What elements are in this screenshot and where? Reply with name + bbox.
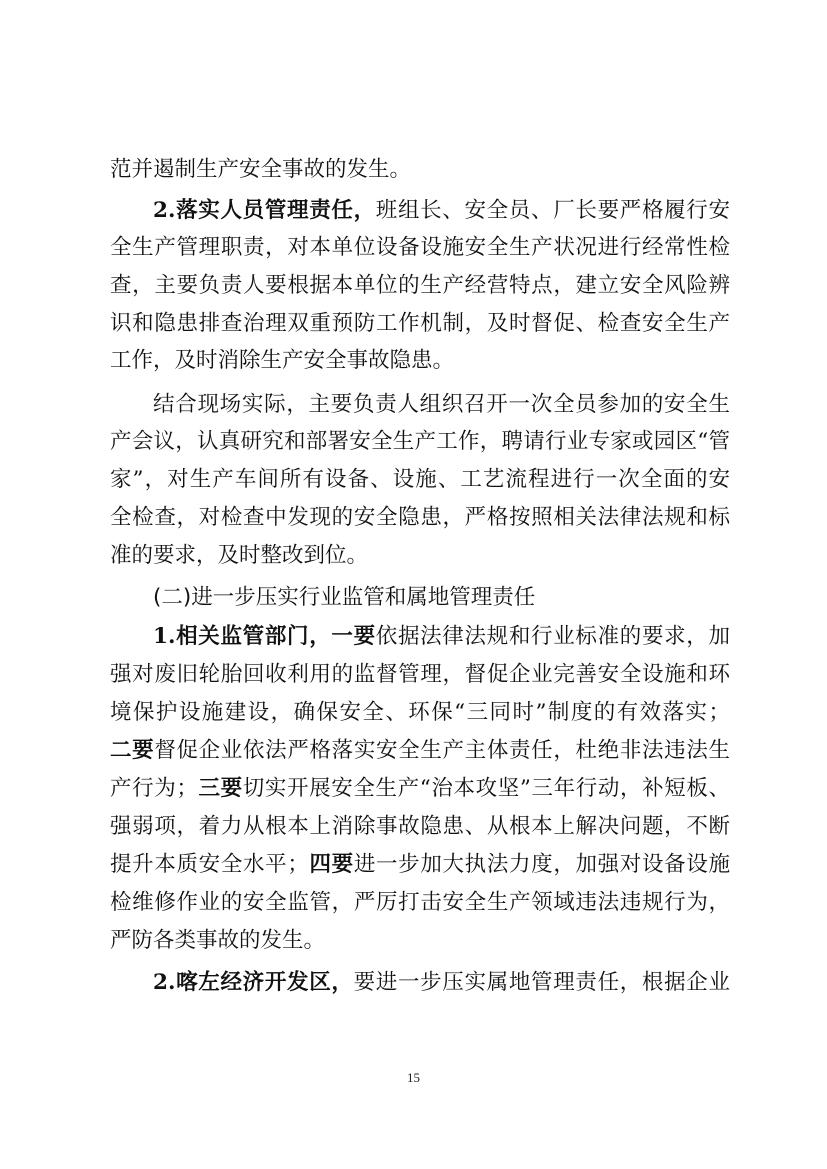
- text-line: 家”，对生产车间所有设备、设施、工艺流程进行一次全面的安: [110, 467, 730, 492]
- page-number: 15: [407, 1070, 420, 1085]
- section-heading: (二)进一步压实行业监管和属地管理责任: [153, 585, 536, 610]
- text-line: 境保护设施建设，确保安全、环保“三同时”制度的有效落实；: [110, 700, 730, 725]
- text-line: 查，主要负责人要根据本单位的生产经营特点，建立安全风险辨: [110, 273, 730, 298]
- text-line: 结合现场实际，主要负责人组织召开一次全员参加的安全生: [153, 392, 730, 417]
- text-line: 范并遏制生产安全事故的发生。: [110, 157, 412, 182]
- text-line: 1.相关监管部门，一要依据法律法规和行业标准的要求，加: [153, 624, 730, 649]
- text-line: 二要督促企业依法严格落实安全生产主体责任，杜绝非法违法生: [110, 738, 730, 763]
- text-line: 2.落实人员管理责任，班组长、安全员、厂长要严格履行安: [153, 198, 730, 223]
- text-line: 全生产管理职责，对本单位设备设施安全生产状况进行经常性检: [110, 235, 730, 260]
- text-line: 强对废旧轮胎回收利用的监督管理，督促企业完善安全设施和环: [110, 662, 730, 687]
- text-line: 产会议，认真研究和部署安全生产工作，聘请行业专家或园区“管: [110, 429, 730, 454]
- item-heading: 2.喀左经济开发区，: [153, 970, 354, 995]
- text-line: 工作，及时消除生产安全事故隐患。: [110, 348, 455, 373]
- text-line: 提升本质安全水平；四要进一步加大执法力度，加强对设备设施: [110, 852, 730, 877]
- text-line: 严防各类事故的发生。: [110, 928, 326, 953]
- emphasis: 三要: [197, 776, 243, 801]
- item-heading: 1.相关监管部门，一要: [153, 624, 376, 649]
- text-line: 检维修作业的安全监管，严厉打击安全生产领域违法违规行为，: [110, 890, 730, 915]
- text-line: 全检查，对检查中发现的安全隐患，严格按照相关法律法规和标: [110, 505, 730, 530]
- text-line: 准的要求，及时整改到位。: [110, 543, 369, 568]
- emphasis: 二要: [110, 738, 155, 763]
- text-line: 2.喀左经济开发区，要进一步压实属地管理责任，根据企业: [153, 970, 730, 995]
- text-line: 强弱项，着力从根本上消除事故隐患、从根本上解决问题，不断: [110, 814, 730, 839]
- text-line: 产行为；三要切实开展安全生产“治本攻坚”三年行动，补短板、: [110, 776, 730, 801]
- text-line: 识和隐患排查治理双重预防工作机制，及时督促、检查安全生产: [110, 311, 730, 336]
- item-heading: 2.落实人员管理责任，: [153, 198, 376, 223]
- emphasis: 四要: [308, 852, 354, 877]
